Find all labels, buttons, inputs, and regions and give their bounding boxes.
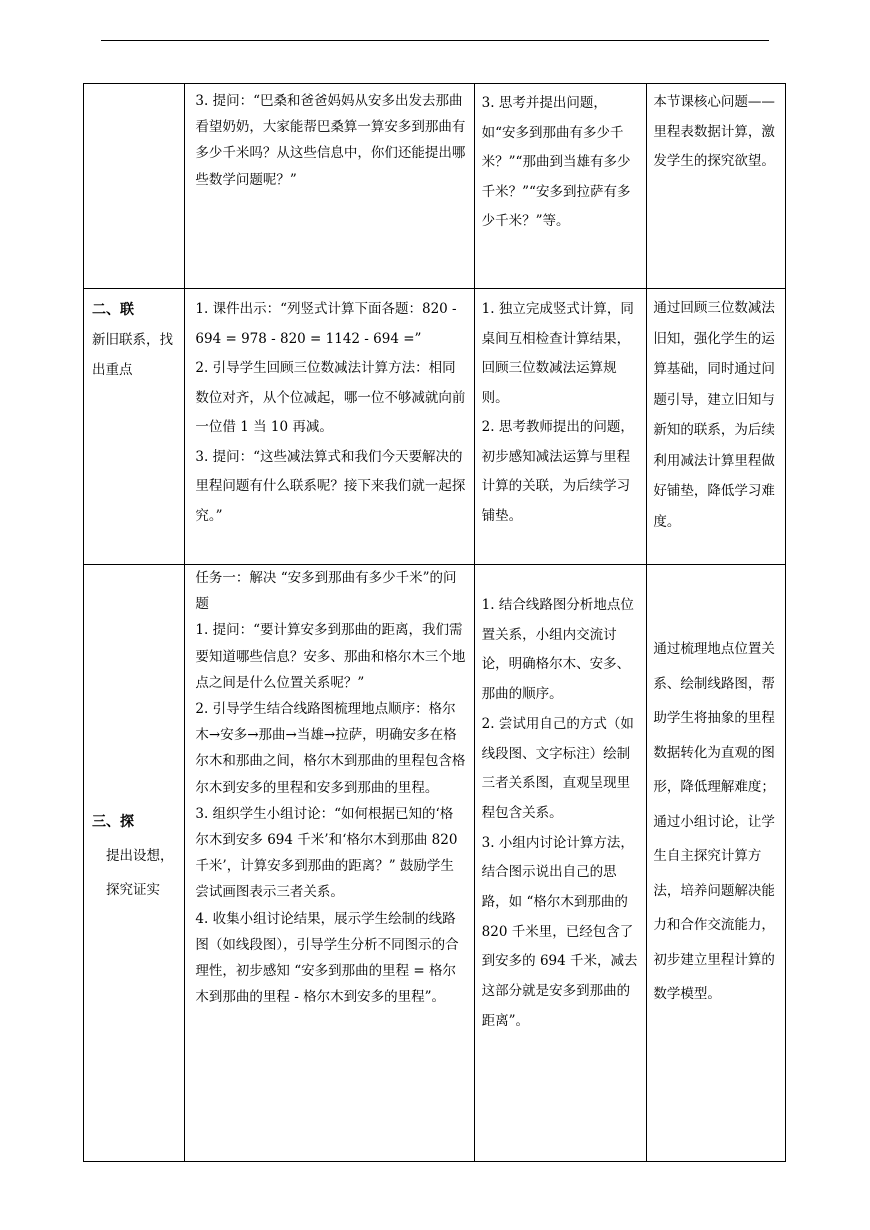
stage-title: 三、探: [92, 814, 134, 830]
teacher-activity-cell: [185, 289, 474, 565]
stage-subtitle: 新旧联系，找出重点: [92, 332, 173, 378]
teacher-activity-cell: [185, 565, 474, 1162]
teacher-paragraph: 3. 提问：“这些减法算式和我们今天要解决的里程问题有什么联系呢？接下来我们就一起探究。”: [195, 448, 466, 524]
teacher-paragraph: 3. 组织学生小组讨论：“如何根据已知的‘格尔木到安多 694 千米’和‘格尔木到那曲 820 千米’，计算安多到那曲的距离？” 鼓励学生尝试画图表示三者关系。: [195, 805, 458, 901]
design-intent-text: 通过回顾三位数减法旧知，强化学生的运算基础，同时通过问题引导，建立旧知与新知的联系，为后续利用减法计算里程做好铺垫，降低学习难度。: [653, 300, 775, 530]
stage-cell: [84, 84, 185, 289]
teacher-paragraph: 4. 收集小组讨论结果，展示学生绘制的线路图（如线段图），引导学生分析不同图示的合理性，初步感知 “安多到那曲的里程 = 格尔木到那曲的里程 - 格尔木到安多的里程”。: [195, 910, 459, 1006]
teacher-paragraph: 任务一：解决 “安多到那曲有多少千米”的问题: [195, 570, 457, 613]
design-intent-text: 本节课核心问题—— 里程表数据计算，激发学生的探究欲望。: [653, 94, 775, 169]
teacher-paragraph: 1. 课件出示：“列竖式计算下面各题：820 - 694 = 978 - 820 = 1142 - 694 =”: [195, 301, 457, 347]
design-intent-cell: [647, 565, 786, 1162]
design-intent-cell: [647, 84, 786, 289]
student-paragraph: 2. 尝试用自己的方式（如线段图、文字标注）绘制三者关系图，直观呈现里程包含关系。: [481, 715, 634, 821]
stage-cell: [84, 565, 185, 1162]
teacher-paragraph: 2. 引导学生结合线路图梳理地点顺序：格尔木→安多→那曲→当雄→拉萨，明确安多在格尔木和那曲之间，格尔木到那曲的里程包含格尔木到安多的里程和安多到那曲的里程。: [195, 701, 466, 796]
student-paragraph: 3. 思考并提出问题，如“安多到那曲有多少千米？”“那曲到当雄有多少千米？”“安多到拉萨有多少千米？”等。: [481, 95, 631, 229]
teacher-paragraph: 3. 提问：“巴桑和爸爸妈妈从安多出发去那曲看望奶奶，大家能帮巴桑算一算安多到那曲有多少千米吗？从这些信息中，你们还能提出哪些数学问题呢？”: [195, 93, 466, 188]
design-intent-cell: [647, 289, 786, 565]
student-activity-cell: [474, 289, 647, 565]
lesson-plan-table: [83, 83, 786, 1162]
table-row: [84, 84, 786, 289]
student-paragraph: 1. 结合线路图分析地点位置关系，小组内交流讨论，明确格尔木、安多、那曲的顺序。: [481, 597, 634, 703]
design-intent-text: 通过梳理地点位置关系、绘制线路图，帮助学生将抽象的里程数据转化为直观的图形，降低理解难度；通过小组讨论，让学生自主探究计算方法，培养问题解决能力和合作交流能力，初步建立里程计算的数学模型。: [653, 641, 775, 1002]
stage-title: 二、联: [92, 302, 134, 318]
teacher-activity-cell: [185, 84, 474, 289]
table-row: [84, 565, 786, 1162]
student-paragraph: 3. 小组内讨论计算方法，结合图示说出自己的思路，如 “格尔木到那曲的 820 千米里，已经包含了到安多的 694 千米，减去这部分就是安多到那曲的距离”。: [481, 834, 638, 1029]
student-paragraph: 1. 独立完成竖式计算，同桌间互相检查计算结果，回顾三位数减法运算规则。: [481, 301, 634, 406]
table-row: [84, 289, 786, 565]
student-paragraph: 2. 思考教师提出的问题，初步感知减法运算与里程计算的关联，为后续学习铺垫。: [481, 419, 634, 524]
teacher-paragraph: 2. 引导学生回顾三位数减法计算方法：相同数位对齐，从个位减起，哪一位不够减就向前一位借 1 当 10 再减。: [195, 360, 466, 435]
header-rule: [101, 40, 769, 41]
student-activity-cell: [474, 565, 647, 1162]
stage-subtitle: 提出设想，探究证实: [106, 848, 174, 898]
teacher-paragraph: 1. 提问：“要计算安多到那曲的距离，我们需要知道哪些信息？安多、那曲和格尔木三个地点之间是什么位置关系呢？”: [195, 622, 466, 691]
stage-cell: [84, 289, 185, 565]
student-activity-cell: [474, 84, 647, 289]
